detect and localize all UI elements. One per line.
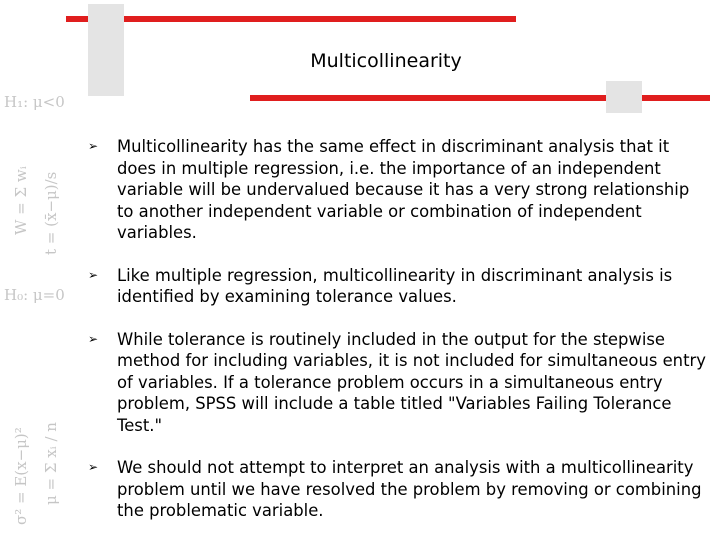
bullet-text: We should not attempt to interpret an analysis with a multicollinearity problem until we have resolved the problem by removing or combining the problematic variable. (117, 458, 702, 520)
math-glyph: H₀: μ=0 (4, 286, 65, 304)
math-glyph: σ² = E(x−μ)² (12, 427, 30, 525)
bullet-item (88, 136, 708, 244)
slide-title: Multicollinearity (310, 50, 462, 72)
bullet-text: Multicollinearity has the same effect in discriminant analysis that it does in multiple regression, i.e. the importance of an independent variable will be undervalued because it has a very strong relationship to another independent variable or combination of independent variables. (117, 137, 690, 242)
math-formula-art (0, 85, 80, 535)
bullet-text: Like multiple regression, multicollinearity in discriminant analysis is identified by examining tolerance values. (117, 265, 673, 306)
right-gray-block (606, 81, 642, 113)
arrowhead-bullet-icon: ➢ (88, 267, 99, 282)
top-accent-rule (66, 16, 516, 22)
bullet-item (88, 329, 708, 437)
arrowhead-bullet-icon: ➢ (88, 139, 99, 153)
math-glyph: μ = Σ xᵢ / n (42, 422, 60, 505)
arrowhead-bullet-icon: ➢ (88, 331, 99, 346)
math-glyph: W = Σ wᵢ (12, 166, 30, 235)
math-glyph: t = (x̄−μ)/s (42, 171, 60, 255)
math-glyph: H₁: μ<0 (4, 93, 65, 111)
arrowhead-bullet-icon: ➢ (88, 460, 99, 474)
bullet-item (88, 457, 708, 522)
math-formula-watermark (0, 85, 80, 535)
bullet-list (88, 136, 708, 543)
bullet-item (88, 265, 708, 308)
bullet-text: While tolerance is routinely included in the output for the stepwise method for including variables, it is not included for simultaneous entry of variables. If a tolerance problem occurs in a simultaneous entry problem, SPSS will include a table titled "Variables Failing Tolerance Test." (117, 329, 706, 435)
